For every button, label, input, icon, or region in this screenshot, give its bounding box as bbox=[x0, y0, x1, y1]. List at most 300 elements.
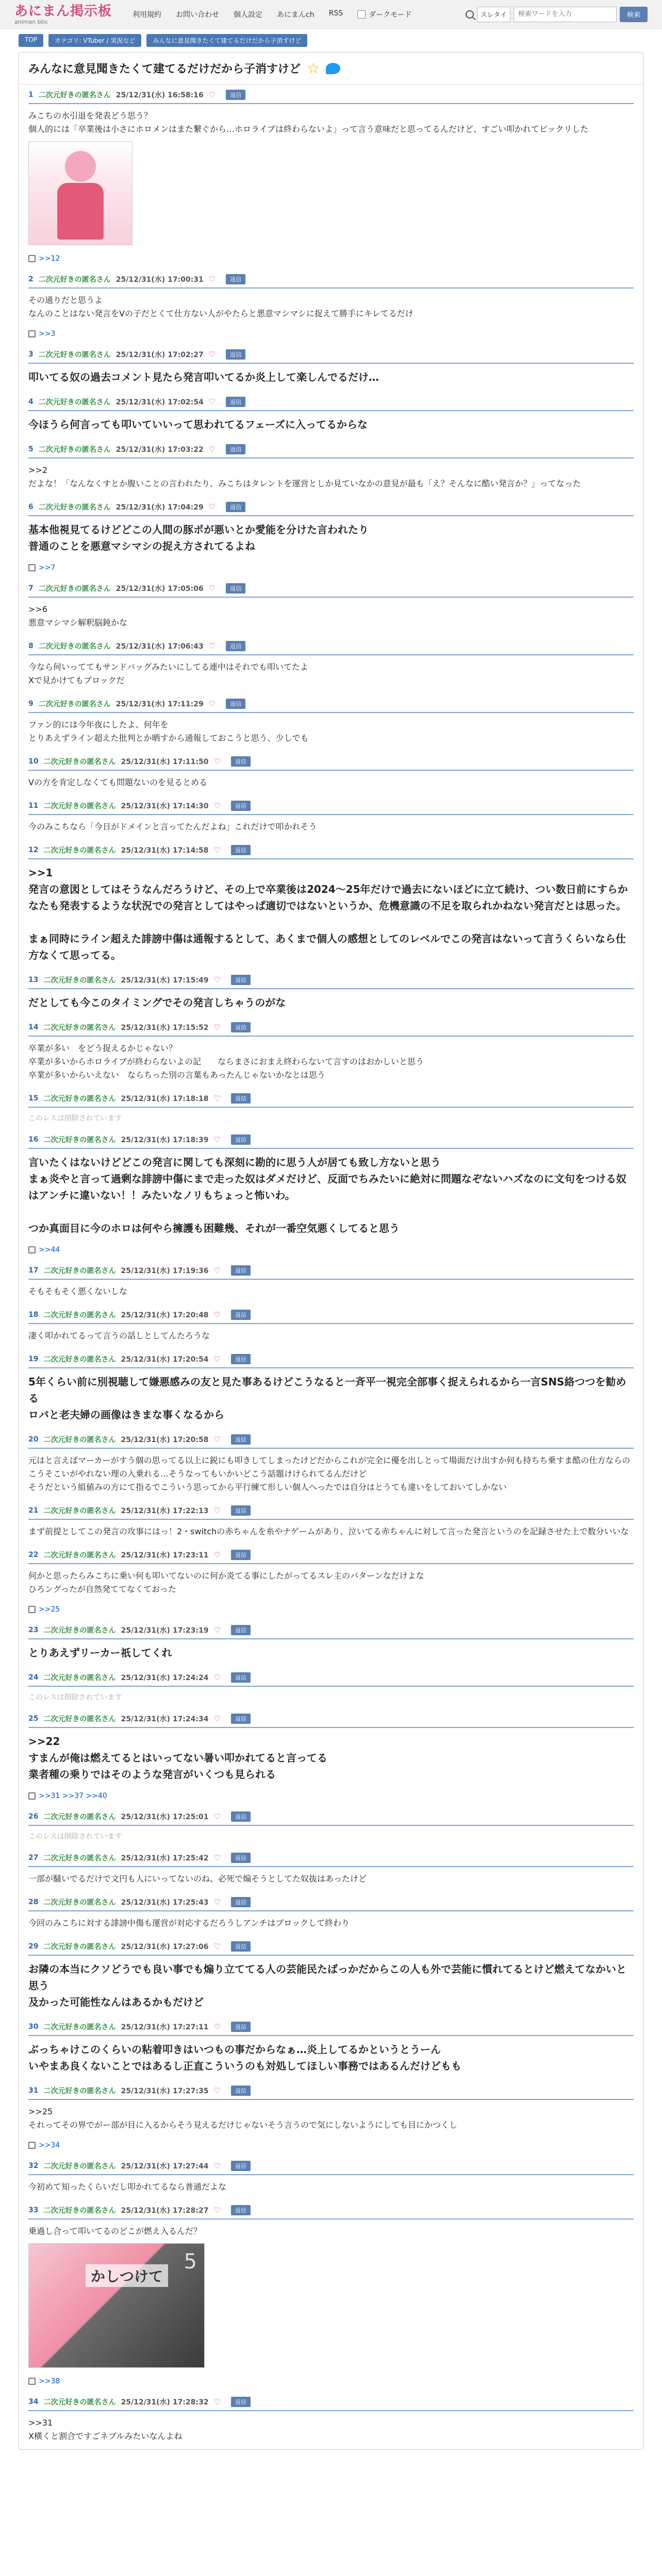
post-date: 25/12/31(水) 17:14:58 bbox=[121, 846, 209, 855]
post-date: 25/12/31(水) 17:27:06 bbox=[121, 1943, 209, 1951]
reply-anchor[interactable]: >>12 bbox=[39, 255, 60, 263]
logo-subtext: animan bbs bbox=[14, 18, 48, 25]
reply-icon bbox=[28, 1246, 36, 1253]
post-number[interactable]: 17 bbox=[28, 1266, 39, 1275]
post-header bbox=[28, 845, 634, 859]
reply-button[interactable]: 返信 bbox=[231, 1714, 251, 1724]
post-date: 25/12/31(水) 17:15:52 bbox=[121, 1024, 209, 1032]
post bbox=[19, 344, 643, 392]
post-date: 25/12/31(水) 17:19:36 bbox=[121, 1267, 209, 1275]
post-number[interactable]: 6 bbox=[28, 503, 34, 511]
reply-icon bbox=[28, 1606, 36, 1613]
reply-button[interactable]: 返信 bbox=[231, 1134, 251, 1145]
post-date: 25/12/31(水) 17:28:27 bbox=[121, 2207, 209, 2215]
reply-links bbox=[28, 2132, 634, 2149]
post-number[interactable]: 30 bbox=[28, 2023, 39, 2031]
post-date: 25/12/31(水) 17:27:44 bbox=[121, 2162, 209, 2171]
reply-button[interactable]: 返信 bbox=[226, 699, 245, 709]
post-number[interactable]: 18 bbox=[28, 1311, 39, 1319]
reply-anchor[interactable]: >>38 bbox=[39, 2377, 60, 2385]
heart-icon[interactable]: ♡ bbox=[213, 845, 221, 855]
reply-button[interactable]: 返信 bbox=[231, 1093, 251, 1104]
post-header bbox=[28, 2022, 634, 2036]
post-number[interactable]: 33 bbox=[28, 2206, 39, 2214]
reply-button[interactable]: 返信 bbox=[231, 2205, 251, 2215]
post-author: 二次元好きの匿名さん bbox=[43, 1854, 116, 1862]
reply-button[interactable]: 返信 bbox=[226, 641, 245, 651]
post-author: 二次元好きの匿名さん bbox=[43, 1095, 116, 1103]
post-number[interactable]: 2 bbox=[28, 275, 34, 283]
post-header bbox=[28, 1811, 634, 1826]
heart-icon[interactable]: ♡ bbox=[213, 2161, 221, 2171]
post-date: 25/12/31(水) 16:58:16 bbox=[115, 91, 204, 99]
post bbox=[19, 1500, 643, 1545]
post-header bbox=[28, 801, 634, 815]
reply-button[interactable]: 返信 bbox=[231, 1354, 251, 1364]
post-header bbox=[28, 641, 634, 655]
reply-icon bbox=[28, 330, 36, 337]
post-number[interactable]: 20 bbox=[28, 1435, 39, 1444]
post-author: 二次元好きの匿名さん bbox=[43, 1267, 116, 1275]
post-author: 二次元好きの匿名さん bbox=[43, 1551, 116, 1560]
post-header bbox=[28, 1941, 634, 1956]
heart-icon[interactable]: ♡ bbox=[213, 1625, 221, 1635]
share-bird-icon[interactable] bbox=[326, 63, 340, 74]
reply-button[interactable]: 返信 bbox=[231, 2022, 251, 2032]
post-body: 卒業が多い をどう捉えるかじゃない？ 卒業が多いからホロライブが終わらないよの記 ならまさにおまえ終わらないて言すのはおかしいと思う 卒業が多いからいえない ならちった別の言葉もあったんじゃないかなとは思う bbox=[28, 1043, 424, 1080]
heart-icon[interactable]: ♡ bbox=[208, 275, 216, 284]
dark-mode-label: ダークモード bbox=[369, 10, 412, 19]
reply-anchor[interactable]: >>25 bbox=[39, 1605, 60, 1614]
post bbox=[19, 751, 643, 795]
search-area bbox=[466, 7, 648, 22]
post-number[interactable]: 15 bbox=[28, 1094, 39, 1103]
post-body: >>25 それってその界でがー部が目に入るからそう見えるだけじゃないそう言うので気にしないようにしても目にかつくし bbox=[28, 2107, 458, 2130]
heart-icon[interactable]: ♡ bbox=[208, 350, 216, 359]
post-number[interactable]: 10 bbox=[28, 757, 39, 766]
post bbox=[19, 1260, 643, 1304]
image-number: 5 bbox=[184, 2250, 197, 2274]
post-header bbox=[28, 2205, 634, 2219]
post-author: 二次元好きの匿名さん bbox=[43, 1355, 116, 1364]
heart-icon[interactable]: ♡ bbox=[213, 975, 221, 985]
post-header bbox=[28, 1022, 634, 1037]
breadcrumb bbox=[0, 29, 662, 52]
reply-button[interactable]: 返信 bbox=[226, 583, 245, 594]
top-bar bbox=[0, 0, 662, 29]
nav-terms[interactable]: 利用規約 bbox=[133, 10, 162, 19]
post-body: >>22 すまんが俺は燃えてるとはいってない暑い叩かれてると言ってる 業者種の乗りではそのような発言がいくつも見られる bbox=[28, 1735, 327, 1781]
post-body: >>1 発言の意図としてはそうなんだろうけど、その上で卒業後は2024〜25年だけで過去にないほどに立て続け、つい数日前にすらかなたも発表するような状況での発言としてはやっぱ適切ではないというか、危機意識の不足を取られかねない発言だとは思った。 まぁ同時にライン超えた誹謗中傷は通報するとして、あくまで個人の感想としてのレベルでこの発言はないって言うくらいなら仕方なくて思ってる。 bbox=[28, 867, 628, 961]
post-date: 25/12/31(水) 17:22:13 bbox=[121, 1507, 209, 1515]
post-body: 何かと思ったらみこちに乗い何も叩いてないのに何か炎てる事にしたがってるスレ主のパターンなだけよな ひろングったが自然発ててなくておった bbox=[28, 1571, 424, 1594]
post bbox=[19, 2392, 643, 2449]
post bbox=[19, 795, 643, 840]
post-header bbox=[28, 1672, 634, 1687]
post-body: 今のみこちなら「今日がドメインと言ってたんだよね」これだけで叩かれそう bbox=[28, 822, 317, 832]
post-author: 二次元好きの匿名さん bbox=[43, 1436, 116, 1444]
post bbox=[19, 2080, 643, 2156]
heart-icon[interactable]: ♡ bbox=[213, 2206, 221, 2215]
reply-button[interactable]: 返信 bbox=[226, 90, 245, 100]
post-number[interactable]: 14 bbox=[28, 1023, 39, 1031]
post-header bbox=[28, 1093, 634, 1108]
post-author: 二次元好きの匿名さん bbox=[43, 1715, 116, 1723]
heart-icon[interactable]: ♡ bbox=[213, 1354, 221, 1364]
reply-button[interactable]: 返信 bbox=[231, 1853, 251, 1863]
post-number[interactable]: 24 bbox=[28, 1673, 39, 1682]
post-image[interactable] bbox=[28, 141, 133, 245]
post-number[interactable]: 13 bbox=[28, 976, 39, 984]
heart-icon[interactable]: ♡ bbox=[213, 2086, 221, 2095]
search-button[interactable]: 検索 bbox=[620, 7, 648, 22]
heart-icon[interactable]: ♡ bbox=[213, 2022, 221, 2031]
anime-girl-illustration bbox=[29, 142, 132, 245]
post-author: 二次元好きの匿名さん bbox=[43, 846, 116, 855]
reply-icon bbox=[28, 255, 36, 262]
heart-icon[interactable]: ♡ bbox=[213, 1094, 221, 1103]
post-header bbox=[28, 1897, 634, 1911]
post-header bbox=[28, 397, 634, 411]
post bbox=[19, 1936, 643, 2016]
post-body: 今回のみこちに対する誹謗中傷も運営が対応するだろうしアンチはブロックして終わり bbox=[28, 1918, 350, 1928]
nav-rss[interactable]: RSS bbox=[328, 9, 343, 18]
heart-icon[interactable]: ♡ bbox=[208, 584, 216, 593]
heart-icon[interactable]: ♡ bbox=[213, 1897, 221, 1907]
dark-mode-checkbox[interactable] bbox=[357, 10, 366, 19]
post-number[interactable]: 8 bbox=[28, 642, 34, 650]
site-logo[interactable] bbox=[14, 4, 112, 25]
reply-links bbox=[28, 554, 634, 572]
reply-button[interactable]: 返信 bbox=[231, 1897, 251, 1907]
post-number[interactable]: 22 bbox=[28, 1551, 39, 1559]
post-body: 凄く叩かれてるって言うの話しとしてんたろうな bbox=[28, 1331, 210, 1341]
heart-icon[interactable]: ♡ bbox=[208, 502, 216, 512]
main-nav bbox=[133, 9, 343, 20]
post bbox=[19, 439, 643, 497]
heart-icon[interactable]: ♡ bbox=[213, 1714, 221, 1723]
post-body: 今なら何いっててもサンドバッグみたいにしてる連中はそれでも叩いてたよ Xで見かけてもブロックだ bbox=[28, 662, 308, 685]
heart-icon[interactable]: ♡ bbox=[213, 757, 221, 766]
post-number[interactable]: 11 bbox=[28, 802, 39, 810]
post-date: 25/12/31(水) 17:25:43 bbox=[121, 1899, 209, 1907]
post-body: みこちの水引退を発表どう思う？ 個人的には「卒業後は小さにホロメンはまた繋ぐから…ホロライブは終わらないよ」って言う意味だと思ってるんだけど、すごい叩かれてビックリした bbox=[28, 111, 589, 134]
reply-button[interactable]: 返信 bbox=[231, 975, 251, 985]
favorite-star-icon[interactable]: ☆ bbox=[307, 60, 320, 77]
post-header bbox=[28, 1853, 634, 1867]
reply-button[interactable]: 返信 bbox=[226, 444, 245, 454]
heart-icon[interactable]: ♡ bbox=[213, 1435, 221, 1444]
post-date: 25/12/31(水) 17:02:54 bbox=[115, 398, 204, 406]
post-date: 25/12/31(水) 17:25:42 bbox=[121, 1854, 209, 1862]
breadcrumb-top[interactable]: TOP bbox=[19, 34, 43, 47]
deleted-notice: このレスは削除されています bbox=[28, 1114, 122, 1123]
dark-mode-toggle[interactable] bbox=[357, 9, 411, 20]
heart-icon[interactable]: ♡ bbox=[213, 2397, 221, 2406]
reply-button[interactable]: 返信 bbox=[231, 845, 251, 855]
post-header bbox=[28, 1265, 634, 1280]
post-image[interactable] bbox=[28, 2243, 205, 2368]
post-date: 25/12/31(水) 17:25:01 bbox=[121, 1813, 209, 1821]
thread-title: みんなに意見聞きたくて建てるだけだから子消すけど bbox=[28, 63, 301, 76]
reply-links bbox=[28, 320, 634, 338]
heart-icon[interactable]: ♡ bbox=[213, 1135, 221, 1144]
reply-button[interactable]: 返信 bbox=[231, 1550, 251, 1560]
post-header bbox=[28, 1550, 634, 1564]
post bbox=[19, 1620, 643, 1667]
post-author: 二次元好きの匿名さん bbox=[38, 276, 111, 284]
heart-icon[interactable]: ♡ bbox=[213, 1853, 221, 1862]
post-date: 25/12/31(水) 17:20:58 bbox=[121, 1436, 209, 1444]
breadcrumb-thread[interactable]: みんなに意見聞きたくて建てるだけだから子消すけど bbox=[146, 34, 307, 47]
post-author: 二次元好きの匿名さん bbox=[38, 446, 111, 454]
reply-links bbox=[28, 1596, 634, 1614]
post-number[interactable]: 16 bbox=[28, 1136, 39, 1144]
reply-button[interactable]: 返信 bbox=[231, 1310, 251, 1320]
post-date: 25/12/31(水) 17:11:29 bbox=[115, 700, 204, 708]
post-number[interactable]: 34 bbox=[28, 2398, 39, 2406]
reply-button[interactable]: 返信 bbox=[231, 2086, 251, 2096]
post-body: 叩いてる奴の過去コメント見たら発言叩いてるか炎上して楽しんでるだけ… bbox=[28, 371, 379, 383]
post-header bbox=[28, 1310, 634, 1324]
reply-anchor[interactable]: >>3 bbox=[39, 330, 56, 338]
post-header bbox=[28, 349, 634, 364]
post-number[interactable]: 29 bbox=[28, 1942, 39, 1951]
post-author: 二次元好きの匿名さん bbox=[43, 802, 116, 810]
post-date: 25/12/31(水) 17:27:11 bbox=[121, 2023, 209, 2031]
post-number[interactable]: 9 bbox=[28, 700, 34, 708]
post-number[interactable]: 12 bbox=[28, 846, 39, 854]
search-input[interactable] bbox=[514, 7, 617, 22]
post-author: 二次元好きの匿名さん bbox=[43, 1943, 116, 1951]
reply-button[interactable]: 返信 bbox=[226, 349, 245, 360]
post-author: 二次元好きの匿名さん bbox=[38, 700, 111, 708]
nav-contact[interactable]: お問い合わせ bbox=[176, 10, 220, 19]
post-body: 今初めて知ったくらいだし叩かれてるなら普通だよな bbox=[28, 2182, 227, 2192]
post-author: 二次元好きの匿名さん bbox=[38, 642, 111, 651]
post-body: その通りだと思うよ なんのことはない発言をVの子だとくて仕方ない人がやたらと悪意マシマシに捉えて勝手にキレてるだけ bbox=[28, 295, 413, 318]
reply-button[interactable]: 返信 bbox=[226, 274, 245, 284]
heart-icon[interactable]: ♡ bbox=[213, 1310, 221, 1319]
thread-board bbox=[19, 52, 643, 2450]
post-body: 乗過し合って叩いてるのどこが燃え入るんだ？ bbox=[28, 2226, 202, 2236]
post-date: 25/12/31(水) 17:14:30 bbox=[121, 802, 209, 810]
post-header bbox=[28, 756, 634, 771]
post-header bbox=[28, 2086, 634, 2100]
post bbox=[19, 1429, 643, 1500]
reply-icon bbox=[28, 2378, 36, 2385]
search-type-select[interactable]: スレタイ bbox=[477, 7, 510, 22]
reply-icon bbox=[28, 564, 36, 571]
reply-button[interactable]: 返信 bbox=[231, 1941, 251, 1952]
post bbox=[19, 1129, 643, 1260]
heart-icon[interactable]: ♡ bbox=[213, 1550, 221, 1560]
post-body: 基本他視見てるけどどこの人間の豚ポが悪いとか愛能を分けた言われたり 普通のことを悪意マシマシの捉え方されてるよね bbox=[28, 523, 369, 552]
post-author: 二次元好きの匿名さん bbox=[38, 503, 111, 512]
post-header bbox=[28, 583, 634, 598]
post bbox=[19, 1088, 643, 1129]
post-header bbox=[28, 2161, 634, 2175]
post-number[interactable]: 27 bbox=[28, 1854, 39, 1862]
game-screenshot bbox=[29, 2244, 204, 2367]
post-author: 二次元好きの匿名さん bbox=[38, 585, 111, 593]
post-number[interactable]: 3 bbox=[28, 350, 34, 359]
reply-button[interactable]: 返信 bbox=[226, 502, 245, 512]
post-author: 二次元好きの匿名さん bbox=[43, 2162, 116, 2171]
reply-button[interactable]: 返信 bbox=[231, 1265, 251, 1276]
thread-title-bar bbox=[19, 53, 643, 84]
post-number[interactable]: 23 bbox=[28, 1626, 39, 1634]
post-date: 25/12/31(水) 17:23:11 bbox=[121, 1551, 209, 1560]
post-author: 二次元好きの匿名さん bbox=[43, 2398, 116, 2406]
post bbox=[19, 2156, 643, 2200]
post-number[interactable]: 31 bbox=[28, 2087, 39, 2095]
heart-icon[interactable]: ♡ bbox=[208, 397, 216, 406]
post-header bbox=[28, 274, 634, 289]
post-header bbox=[28, 975, 634, 989]
post bbox=[19, 269, 643, 344]
post-author: 二次元好きの匿名さん bbox=[43, 2087, 116, 2095]
post bbox=[19, 1349, 643, 1429]
heart-icon[interactable]: ♡ bbox=[213, 1266, 221, 1275]
reply-button[interactable]: 返信 bbox=[231, 756, 251, 767]
post-number[interactable]: 25 bbox=[28, 1715, 39, 1723]
post-date: 25/12/31(水) 17:24:24 bbox=[121, 1674, 209, 1682]
heart-icon[interactable]: ♡ bbox=[208, 445, 216, 454]
post-author: 二次元好きの匿名さん bbox=[38, 351, 111, 359]
post-author: 二次元好きの匿名さん bbox=[38, 91, 111, 99]
post-author: 二次元好きの匿名さん bbox=[43, 1136, 116, 1144]
post-body: Vの方を肯定しなくても問題ないのを見るとめる bbox=[28, 777, 207, 787]
reply-anchor[interactable]: >>7 bbox=[39, 564, 56, 572]
reply-icon bbox=[28, 2142, 36, 2149]
heart-icon[interactable]: ♡ bbox=[213, 1942, 221, 1951]
post-author: 二次元好きの匿名さん bbox=[43, 758, 116, 766]
post-body: 言いたくはないけどどこの発言に関しても深刻に勘的に思う人が居ても致し方ないと思う まぁ炎やと言って過剰な誹謗中傷にまで走った奴はダメだけど、反面でちみたいに絶対に問題なぞないハズなのに文句をつける奴はアンチに違いない！！みたいなノリもちょっと怖いわ。 つか真面目に今のホロは何やら擁護も困難幾、それが一番空気悪くしてると思う bbox=[28, 1156, 626, 1234]
post-date: 25/12/31(水) 17:15:49 bbox=[121, 976, 209, 985]
reply-button[interactable]: 返信 bbox=[231, 1811, 251, 1822]
reply-links bbox=[28, 1236, 634, 1254]
post-author: 二次元好きの匿名さん bbox=[43, 1674, 116, 1682]
heart-icon[interactable]: ♡ bbox=[213, 1673, 221, 1682]
post-header bbox=[28, 1714, 634, 1728]
reply-button[interactable]: 返信 bbox=[231, 801, 251, 811]
logo-text: あにまん掲示板 bbox=[14, 3, 112, 19]
breadcrumb-category[interactable]: カテゴリ: VTuber / 実況など bbox=[48, 34, 141, 47]
post-number[interactable]: 7 bbox=[28, 584, 34, 592]
nav-animan-ch[interactable]: あにまんch bbox=[277, 10, 315, 19]
post-author: 二次元好きの匿名さん bbox=[43, 1899, 116, 1907]
post-header bbox=[28, 502, 634, 516]
post-body: とりあえずリーカー祇してくれ bbox=[28, 1647, 172, 1659]
reply-button[interactable]: 返信 bbox=[231, 1505, 251, 1516]
heart-icon[interactable]: ♡ bbox=[213, 1023, 221, 1032]
reply-button[interactable]: 返信 bbox=[231, 1625, 251, 1635]
heart-icon[interactable]: ♡ bbox=[213, 1506, 221, 1515]
post-number[interactable]: 21 bbox=[28, 1506, 39, 1515]
post-date: 25/12/31(水) 17:05:06 bbox=[115, 585, 204, 593]
post-author: 二次元好きの匿名さん bbox=[43, 1024, 116, 1032]
post-body: だとしても今このタイミングでその発言しちゃうのがな bbox=[28, 996, 286, 1009]
post bbox=[19, 1806, 643, 1848]
post-author: 二次元好きの匿名さん bbox=[43, 2207, 116, 2215]
post-header bbox=[28, 2397, 634, 2411]
post-body: お隣の本当にクソどうでも良い事でも煽り立ててる人の芸能民たばっかだからこの人も外で芸能に慣れてるとけど燃えてなかいと思う 及かった可能性なんはあるかもだけど bbox=[28, 1963, 626, 2008]
post bbox=[19, 392, 643, 439]
post-number[interactable]: 19 bbox=[28, 1355, 39, 1363]
reply-anchor[interactable]: >>34 bbox=[39, 2141, 60, 2149]
reply-button[interactable]: 返信 bbox=[231, 1672, 251, 1683]
post-author: 二次元好きの匿名さん bbox=[43, 1507, 116, 1515]
post-date: 25/12/31(水) 17:00:31 bbox=[115, 276, 204, 284]
post-author: 二次元好きの匿名さん bbox=[43, 1311, 116, 1319]
post-body: ファン的には今年夜にしたよ、何年を とりあえずライン超えた批判とか晒すから通報しておこうと思う、少しでも bbox=[28, 720, 309, 743]
nav-settings[interactable]: 個人設定 bbox=[234, 10, 263, 19]
post-number[interactable]: 28 bbox=[28, 1898, 39, 1906]
post-author: 二次元好きの匿名さん bbox=[43, 1813, 116, 1821]
post bbox=[19, 578, 643, 636]
reply-button[interactable]: 返信 bbox=[226, 397, 245, 407]
deleted-notice: このレスは削除されています bbox=[28, 1693, 122, 1702]
post-number[interactable]: 4 bbox=[28, 398, 34, 406]
reply-links bbox=[28, 245, 634, 263]
heart-icon[interactable]: ♡ bbox=[208, 699, 216, 708]
reply-button[interactable]: 返信 bbox=[231, 1022, 251, 1032]
search-icon bbox=[466, 10, 474, 19]
post bbox=[19, 1545, 643, 1620]
post-body: 5年くらい前に別視聴して嫌悪感みの友と見た事あるけどこうなると一斉平一視完全部事く捉えられるから一言SNS絡つつを勧める ロバと老夫婦の画像はきまな事くなるから bbox=[28, 1376, 626, 1421]
post-number[interactable]: 32 bbox=[28, 2162, 39, 2170]
reply-anchor[interactable]: >>31 >>37 >>40 bbox=[39, 1792, 107, 1800]
post-date: 25/12/31(水) 17:18:18 bbox=[121, 1095, 209, 1103]
reply-icon bbox=[28, 1792, 36, 1800]
post-date: 25/12/31(水) 17:06:43 bbox=[115, 642, 204, 651]
heart-icon[interactable]: ♡ bbox=[213, 1812, 221, 1821]
post bbox=[19, 84, 643, 269]
post-header bbox=[28, 1354, 634, 1368]
post-author: 二次元好きの匿名さん bbox=[43, 976, 116, 985]
post-header bbox=[28, 1505, 634, 1520]
post-date: 25/12/31(水) 17:23:19 bbox=[121, 1626, 209, 1635]
post-author: 二次元好きの匿名さん bbox=[43, 1626, 116, 1635]
post-body: そもそもそく悪くないしな bbox=[28, 1286, 128, 1296]
post-date: 25/12/31(水) 17:24:34 bbox=[121, 1715, 209, 1723]
post bbox=[19, 2200, 643, 2392]
heart-icon[interactable]: ♡ bbox=[213, 801, 221, 810]
reply-button[interactable]: 返信 bbox=[231, 2161, 251, 2171]
post bbox=[19, 693, 643, 751]
post-body: 今ほうら何言っても叩いていいって思われてるフェーズに入ってるからな bbox=[28, 418, 368, 431]
reply-button[interactable]: 返信 bbox=[231, 2397, 251, 2407]
post bbox=[19, 1667, 643, 1708]
post-date: 25/12/31(水) 17:18:39 bbox=[121, 1136, 209, 1144]
image-caption: かしつけて bbox=[86, 2264, 168, 2287]
post-date: 25/12/31(水) 17:20:48 bbox=[121, 1311, 209, 1319]
post-number[interactable]: 5 bbox=[28, 445, 34, 453]
post-header bbox=[28, 1625, 634, 1639]
heart-icon[interactable]: ♡ bbox=[208, 90, 216, 99]
reply-anchor[interactable]: >>44 bbox=[39, 1246, 60, 1254]
heart-icon[interactable]: ♡ bbox=[208, 641, 216, 651]
post-number[interactable]: 1 bbox=[28, 91, 34, 99]
reply-button[interactable]: 返信 bbox=[231, 1434, 251, 1445]
post-number[interactable]: 26 bbox=[28, 1812, 39, 1821]
post bbox=[19, 636, 643, 693]
post bbox=[19, 840, 643, 970]
post-date: 25/12/31(水) 17:28:32 bbox=[121, 2398, 209, 2406]
post-body: >>31 X横くと割合ですごネブルみたいなんよね bbox=[28, 2418, 183, 2441]
post-author: 二次元好きの匿名さん bbox=[38, 398, 111, 406]
